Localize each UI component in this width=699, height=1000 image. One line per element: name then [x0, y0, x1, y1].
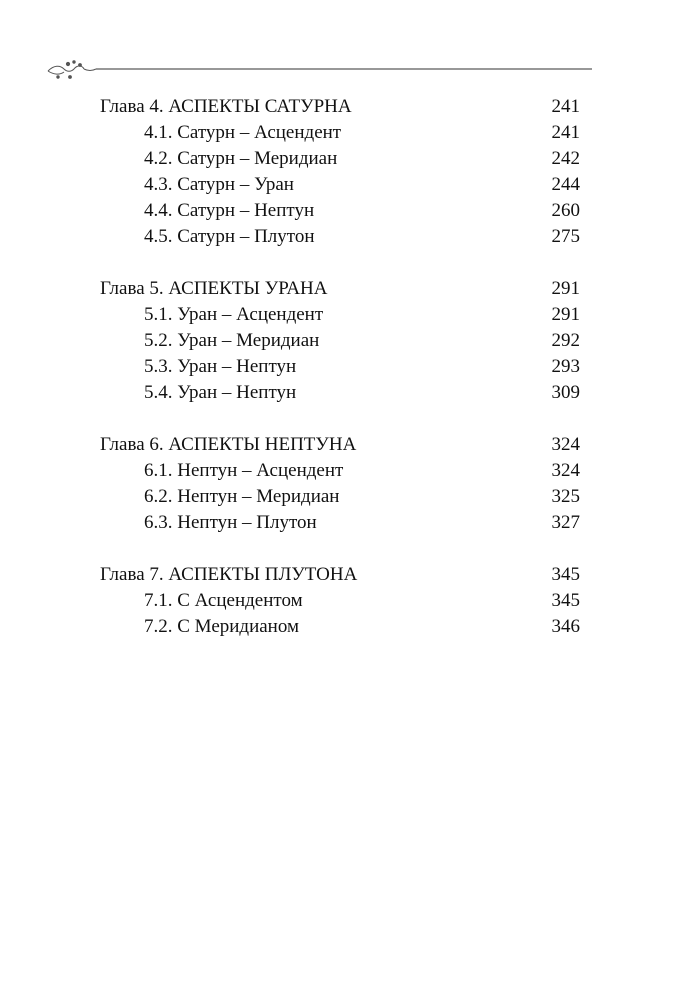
- page-number: 241: [551, 122, 580, 143]
- toc-section-row[interactable]: [100, 354, 580, 380]
- chapter-title: Глава 4. АСПЕКТЫ САТУРНА: [100, 96, 352, 117]
- toc-section-row[interactable]: [100, 458, 580, 484]
- toc-section-row[interactable]: [100, 380, 580, 406]
- chapter-title: Глава 5. АСПЕКТЫ УРАНА: [100, 278, 328, 299]
- section-title: 7.1. С Асцендентом: [144, 590, 303, 611]
- page-number: 275: [551, 226, 580, 247]
- section-title: 5.4. Уран – Нептун: [144, 382, 297, 403]
- page-number: 292: [551, 330, 580, 351]
- section-title: 5.2. Уран – Меридиан: [144, 330, 320, 351]
- toc-section-row[interactable]: [100, 146, 580, 172]
- page-number: 324: [551, 460, 580, 481]
- toc-chapter-row[interactable]: [100, 562, 580, 588]
- page-number: 244: [551, 174, 580, 195]
- toc-chapter: [100, 432, 580, 536]
- ornamental-header-rule: [44, 55, 592, 85]
- section-title: 6.1. Нептун – Асцендент: [144, 460, 344, 481]
- page-number: 324: [551, 434, 580, 455]
- toc-chapter-row[interactable]: [100, 432, 580, 458]
- toc-section-row[interactable]: [100, 302, 580, 328]
- toc-section-row[interactable]: [100, 120, 580, 146]
- page-number: 309: [551, 382, 580, 403]
- table-of-contents: [100, 94, 580, 666]
- section-title: 4.2. Сатурн – Меридиан: [144, 148, 338, 169]
- chapter-title: Глава 6. АСПЕКТЫ НЕПТУНА: [100, 434, 357, 455]
- section-title: 7.2. С Меридианом: [144, 616, 300, 637]
- toc-section-row[interactable]: [100, 484, 580, 510]
- page-number: 345: [551, 564, 580, 585]
- page-number: 241: [551, 96, 580, 117]
- page-number: 291: [551, 278, 580, 299]
- section-title: 4.5. Сатурн – Плутон: [144, 226, 315, 247]
- page-number: 291: [551, 304, 580, 325]
- section-title: 6.2. Нептун – Меридиан: [144, 486, 340, 507]
- toc-section-row[interactable]: [100, 328, 580, 354]
- toc-chapter-row[interactable]: [100, 94, 580, 120]
- toc-section-row[interactable]: [100, 588, 580, 614]
- page-number: 325: [551, 486, 580, 507]
- section-title: 4.4. Сатурн – Нептун: [144, 200, 315, 221]
- toc-section-row[interactable]: [100, 510, 580, 536]
- page-number: 242: [551, 148, 580, 169]
- flourish-ornament-icon: [48, 61, 96, 79]
- toc-section-row[interactable]: [100, 198, 580, 224]
- toc-section-row[interactable]: [100, 614, 580, 640]
- chapter-title: Глава 7. АСПЕКТЫ ПЛУТОНА: [100, 564, 358, 585]
- section-title: 5.3. Уран – Нептун: [144, 356, 297, 377]
- page-number: 345: [551, 590, 580, 611]
- toc-section-row[interactable]: [100, 172, 580, 198]
- page-number: 346: [551, 616, 580, 637]
- section-title: 4.1. Сатурн – Асцендент: [144, 122, 342, 143]
- toc-chapter-row[interactable]: [100, 276, 580, 302]
- toc-chapter: [100, 94, 580, 250]
- section-title: 5.1. Уран – Асцендент: [144, 304, 324, 325]
- section-title: 4.3. Сатурн – Уран: [144, 174, 294, 195]
- toc-chapter: [100, 562, 580, 640]
- section-title: 6.3. Нептун – Плутон: [144, 512, 317, 533]
- toc-chapter: [100, 276, 580, 406]
- toc-section-row[interactable]: [100, 224, 580, 250]
- page-number: 293: [551, 356, 580, 377]
- page-number: 260: [551, 200, 580, 221]
- page-number: 327: [551, 512, 580, 533]
